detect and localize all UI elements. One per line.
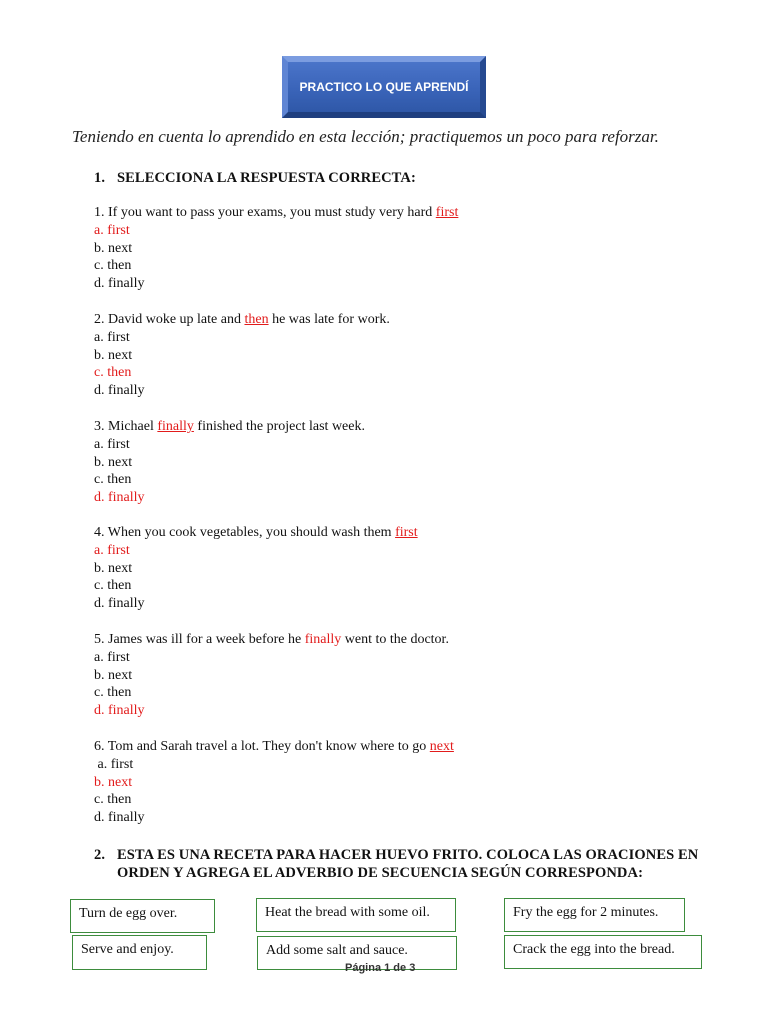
section-1-title: SELECCIONA LA RESPUESTA CORRECTA: [117, 170, 416, 186]
question-3-text: 3. Michael finally finished the project last week. [94, 419, 365, 434]
option-c: c. then [94, 365, 132, 381]
question-5-answer: finally [304, 632, 342, 647]
option-c: c. then [94, 258, 132, 274]
section-2-title: ESTA ES UNA RECETA PARA HACER HUEVO FRITO. COLOCA LAS ORACIONES EN ORDEN Y AGREGA EL ADVERBIO DE SECUENCIA SEGÚN CORRESPONDA: [117, 847, 699, 881]
section-1-heading [94, 170, 416, 187]
option-a: a. first [94, 542, 130, 558]
option-c: c. then [94, 472, 132, 488]
recipe-box: Crack the egg into the bread. [504, 935, 702, 969]
question-1-text: 1. If you want to pass your exams, you must study very hard first [94, 205, 459, 220]
question-1 [94, 204, 458, 293]
question-4-answer: first [395, 525, 418, 540]
option-b: b. next [94, 774, 133, 790]
recipe-box: Fry the egg for 2 minutes. [504, 898, 685, 932]
recipe-box: Turn de egg over. [70, 899, 215, 933]
option-d: d. finally [94, 810, 145, 826]
question-6-answer: next [429, 739, 454, 754]
question-5 [94, 631, 449, 720]
question-6 [94, 738, 454, 827]
recipe-box: Serve and enjoy. [72, 935, 207, 970]
option-a: a. first [94, 649, 130, 665]
option-c: c. then [94, 685, 132, 701]
recipe-box: Add some salt and sauce. [257, 936, 457, 970]
option-a: a. first [94, 329, 130, 345]
title-banner [282, 56, 486, 118]
option-d: d. finally [94, 596, 145, 612]
option-b: b. next [94, 454, 133, 470]
banner-title: PRACTICO LO QUE APRENDÍ [299, 80, 469, 94]
option-d: d. finally [94, 383, 145, 399]
question-2 [94, 311, 390, 400]
question-2-answer: then [244, 312, 269, 327]
page-footer: Página 1 de 3 [345, 962, 416, 974]
option-b: b. next [94, 667, 133, 683]
question-2-text: 2. David woke up late and then he was late for work. [94, 312, 390, 327]
option-b: b. next [94, 240, 133, 256]
question-3-answer: finally [157, 419, 194, 434]
option-b: b. next [94, 347, 133, 363]
section-2-number: 2. [94, 847, 106, 863]
question-3 [94, 418, 365, 507]
option-d: d. finally [94, 703, 145, 719]
option-d: d. finally [94, 490, 145, 506]
recipe-box: Heat the bread with some oil. [256, 898, 456, 932]
section-1-number: 1. [94, 170, 106, 186]
option-a: a. first [94, 222, 130, 238]
intro-text: Teniendo en cuenta lo aprendido en esta lección; practiquemos un poco para reforzar. [72, 127, 659, 146]
option-a: a. first [94, 436, 130, 452]
question-4-text: 4. When you cook vegetables, you should wash them first [94, 525, 418, 540]
option-c: c. then [94, 792, 132, 808]
question-6-text: 6. Tom and Sarah travel a lot. They don't know where to go next [94, 739, 454, 754]
question-5-text: 5. James was ill for a week before he finally went to the doctor. [94, 632, 449, 647]
option-a: a. first [94, 756, 134, 772]
option-d: d. finally [94, 276, 145, 292]
section-2-heading [94, 846, 714, 881]
option-c: c. then [94, 578, 132, 594]
question-1-answer: first [435, 205, 459, 220]
option-b: b. next [94, 560, 133, 576]
question-4 [94, 524, 418, 613]
